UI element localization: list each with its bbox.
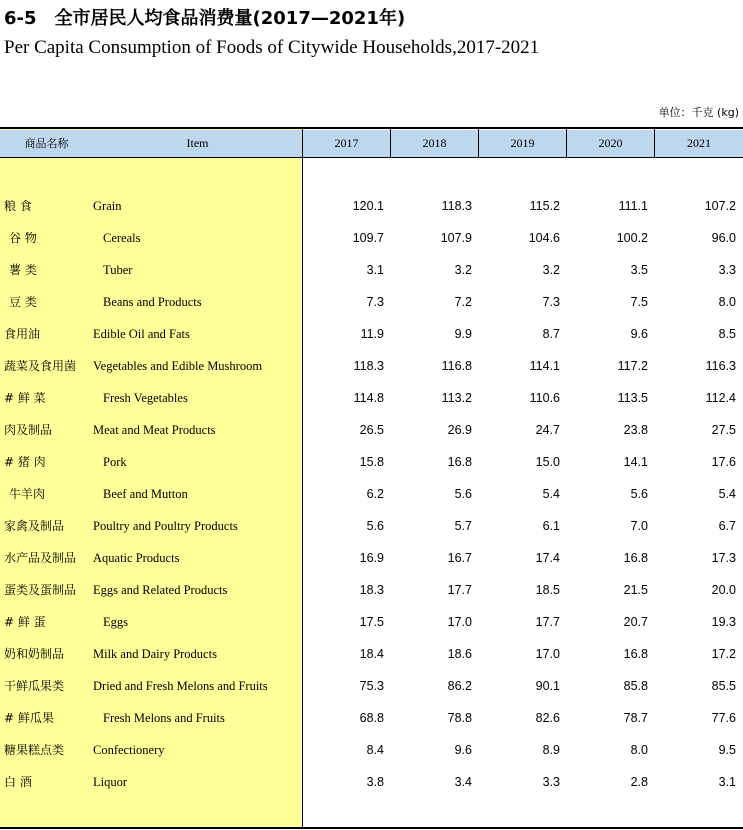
row-value: 7.0 bbox=[630, 519, 648, 533]
row-value: 116.8 bbox=[441, 359, 472, 373]
row-value: 8.0 bbox=[718, 295, 736, 309]
table-title-cn: 6-5 全市居民人均食品消费量(2017—2021年) bbox=[4, 8, 406, 29]
row-value: 17.6 bbox=[711, 455, 736, 469]
row-name-cn: 水产品及制品 bbox=[4, 551, 77, 565]
row-value: 26.9 bbox=[447, 423, 472, 437]
row-value: 27.5 bbox=[711, 423, 736, 437]
row-value: 3.5 bbox=[630, 263, 648, 277]
row-name-en: Meat and Meat Products bbox=[93, 423, 216, 437]
table-top-rule bbox=[0, 127, 743, 129]
row-value: 118.3 bbox=[441, 199, 472, 213]
row-value: 17.2 bbox=[711, 647, 736, 661]
row-value: 107.9 bbox=[440, 231, 472, 245]
row-name-en: Fresh Melons and Fruits bbox=[103, 711, 225, 725]
row-value: 20.7 bbox=[623, 615, 648, 629]
row-value: 16.7 bbox=[447, 551, 472, 565]
row-value: 3.1 bbox=[366, 263, 384, 277]
row-value: 21.5 bbox=[623, 583, 648, 597]
row-value: 8.4 bbox=[366, 743, 384, 757]
row-value: 116.3 bbox=[705, 359, 736, 373]
row-value: 7.5 bbox=[630, 295, 648, 309]
row-value: 9.6 bbox=[630, 327, 648, 341]
row-value: 17.7 bbox=[447, 583, 472, 597]
table-row bbox=[0, 222, 743, 254]
row-name-en: Tuber bbox=[103, 263, 133, 277]
row-value: 7.3 bbox=[366, 295, 384, 309]
row-name-en: Dried and Fresh Melons and Fruits bbox=[93, 679, 268, 693]
row-name-en: Beans and Products bbox=[103, 295, 202, 309]
row-value: 9.6 bbox=[454, 743, 472, 757]
row-value: 7.3 bbox=[542, 295, 560, 309]
table-row bbox=[0, 574, 743, 606]
row-value: 8.5 bbox=[718, 327, 736, 341]
row-value: 113.5 bbox=[617, 391, 648, 405]
row-value: 19.3 bbox=[711, 615, 736, 629]
row-value: 15.8 bbox=[359, 455, 384, 469]
row-value: 82.6 bbox=[535, 711, 560, 725]
row-value: 5.6 bbox=[630, 487, 648, 501]
row-name-cn: 蛋类及蛋制品 bbox=[4, 583, 77, 597]
table-row bbox=[0, 286, 743, 318]
row-value: 8.7 bbox=[542, 327, 560, 341]
row-value: 9.5 bbox=[718, 743, 736, 757]
row-value: 17.3 bbox=[711, 551, 736, 565]
row-value: 8.9 bbox=[542, 743, 560, 757]
row-value: 7.2 bbox=[454, 295, 472, 309]
row-value: 3.3 bbox=[542, 775, 560, 789]
row-name-en: Poultry and Poultry Products bbox=[93, 519, 238, 533]
row-value: 18.4 bbox=[359, 647, 384, 661]
row-value: 6.1 bbox=[542, 519, 560, 533]
row-value: 107.2 bbox=[704, 199, 736, 213]
row-value: 109.7 bbox=[352, 231, 384, 245]
table-row bbox=[0, 734, 743, 766]
row-value: 78.8 bbox=[447, 711, 472, 725]
row-name-cn: 粮 食 bbox=[4, 199, 32, 213]
row-value: 114.1 bbox=[529, 359, 560, 373]
row-value: 14.1 bbox=[623, 455, 648, 469]
row-name-en: Cereals bbox=[103, 231, 141, 245]
row-value: 5.6 bbox=[366, 519, 384, 533]
row-value: 5.4 bbox=[718, 487, 736, 501]
row-value: 18.6 bbox=[447, 647, 472, 661]
row-value: 18.5 bbox=[535, 583, 560, 597]
row-value: 17.5 bbox=[359, 615, 384, 629]
row-value: 11.9 bbox=[360, 327, 384, 341]
row-value: 3.4 bbox=[454, 775, 472, 789]
table-row bbox=[0, 510, 743, 542]
header-item: Item bbox=[186, 136, 209, 150]
row-value: 24.7 bbox=[535, 423, 560, 437]
row-value: 3.8 bbox=[366, 775, 384, 789]
row-value: 118.3 bbox=[353, 359, 384, 373]
row-value: 16.8 bbox=[447, 455, 472, 469]
table-row bbox=[0, 414, 743, 446]
row-value: 8.0 bbox=[630, 743, 648, 757]
column-divider bbox=[478, 129, 479, 157]
row-value: 120.1 bbox=[352, 199, 384, 213]
row-name-en: Liquor bbox=[93, 775, 128, 789]
row-name-en: Aquatic Products bbox=[93, 551, 180, 565]
row-value: 68.8 bbox=[359, 711, 384, 725]
row-name-cn: 肉及制品 bbox=[4, 423, 53, 437]
row-name-cn: 白 酒 bbox=[4, 775, 32, 789]
row-value: 17.7 bbox=[535, 615, 560, 629]
row-value: 20.0 bbox=[711, 583, 736, 597]
row-name-cn: 牛羊肉 bbox=[9, 487, 46, 501]
row-value: 3.1 bbox=[718, 775, 736, 789]
table-row bbox=[0, 446, 743, 478]
row-value: 85.8 bbox=[623, 679, 648, 693]
header-year: 2017 bbox=[334, 136, 359, 150]
table-row bbox=[0, 638, 743, 670]
row-name-en: Grain bbox=[93, 199, 122, 213]
row-value: 77.6 bbox=[711, 711, 736, 725]
row-value: 6.2 bbox=[366, 487, 384, 501]
row-value: 26.5 bbox=[359, 423, 384, 437]
row-value: 5.7 bbox=[454, 519, 472, 533]
table-row bbox=[0, 190, 743, 222]
row-value: 16.8 bbox=[623, 551, 648, 565]
row-value: 117.2 bbox=[617, 359, 648, 373]
table-row bbox=[0, 382, 743, 414]
row-name-cn: 蔬菜及食用菌 bbox=[4, 359, 77, 373]
row-value: 112.4 bbox=[705, 391, 736, 405]
row-name-en: Confectionery bbox=[93, 743, 165, 757]
row-value: 17.0 bbox=[535, 647, 560, 661]
row-name-cn: 豆 类 bbox=[9, 295, 37, 309]
table-row bbox=[0, 542, 743, 574]
row-value: 5.6 bbox=[454, 487, 472, 501]
row-value: 96.0 bbox=[711, 231, 736, 245]
table-row bbox=[0, 350, 743, 382]
row-value: 2.8 bbox=[630, 775, 648, 789]
row-name-en: Edible Oil and Fats bbox=[93, 327, 190, 341]
row-name-en: Fresh Vegetables bbox=[103, 391, 188, 405]
table-row bbox=[0, 702, 743, 734]
table-row bbox=[0, 478, 743, 510]
row-name-cn: # 鲜 蛋 bbox=[4, 615, 46, 629]
row-value: 90.1 bbox=[535, 679, 560, 693]
row-name-cn: 干鲜瓜果类 bbox=[4, 679, 65, 693]
column-divider bbox=[654, 129, 655, 157]
table-title-en: Per Capita Consumption of Foods of Citywide Households,2017-2021 bbox=[4, 37, 540, 58]
row-name-cn: 糖果糕点类 bbox=[4, 743, 65, 757]
row-name-cn: 薯 类 bbox=[9, 263, 37, 277]
row-value: 3.3 bbox=[718, 263, 736, 277]
header-year: 2021 bbox=[687, 136, 711, 150]
row-value: 104.6 bbox=[528, 231, 560, 245]
row-name-en: Vegetables and Edible Mushroom bbox=[93, 359, 263, 373]
column-divider bbox=[566, 129, 567, 157]
row-name-cn: # 鲜 菜 bbox=[4, 391, 46, 405]
row-value: 16.8 bbox=[623, 647, 648, 661]
row-value: 6.7 bbox=[718, 519, 736, 533]
table-row bbox=[0, 606, 743, 638]
row-value: 17.0 bbox=[447, 615, 472, 629]
table-bottom-rule bbox=[0, 827, 743, 829]
row-value: 16.9 bbox=[359, 551, 384, 565]
row-name-en: Pork bbox=[103, 455, 127, 469]
row-value: 9.9 bbox=[454, 327, 472, 341]
row-value: 5.4 bbox=[542, 487, 560, 501]
row-value: 18.3 bbox=[359, 583, 384, 597]
row-name-cn: 家禽及制品 bbox=[4, 519, 65, 533]
row-value: 114.8 bbox=[353, 391, 384, 405]
header-name-cn: 商品名称 bbox=[24, 137, 69, 150]
table-row bbox=[0, 766, 743, 798]
row-name-cn: # 猪 肉 bbox=[4, 455, 46, 469]
row-value: 113.2 bbox=[441, 391, 472, 405]
row-value: 100.2 bbox=[616, 231, 648, 245]
row-value: 86.2 bbox=[447, 679, 472, 693]
header-year: 2019 bbox=[510, 136, 535, 150]
row-value: 23.8 bbox=[623, 423, 648, 437]
table-row bbox=[0, 254, 743, 286]
row-value: 75.3 bbox=[359, 679, 384, 693]
row-name-en: Eggs bbox=[103, 615, 128, 629]
header-bottom-rule bbox=[0, 157, 743, 158]
unit-label: 单位：千克 (kg) bbox=[658, 106, 739, 119]
table-row bbox=[0, 670, 743, 702]
row-value: 3.2 bbox=[454, 263, 472, 277]
row-value: 17.4 bbox=[535, 551, 560, 565]
header-year: 2018 bbox=[422, 136, 447, 150]
row-name-en: Eggs and Related Products bbox=[93, 583, 228, 597]
row-value: 111.1 bbox=[618, 199, 648, 213]
row-value: 3.2 bbox=[542, 263, 560, 277]
row-value: 15.0 bbox=[535, 455, 560, 469]
table-row bbox=[0, 318, 743, 350]
column-divider bbox=[390, 129, 391, 157]
row-name-cn: 奶和奶制品 bbox=[4, 647, 65, 661]
header-year: 2020 bbox=[598, 136, 623, 150]
row-value: 78.7 bbox=[623, 711, 648, 725]
row-value: 115.2 bbox=[529, 199, 560, 213]
row-value: 85.5 bbox=[711, 679, 736, 693]
row-name-cn: # 鲜瓜果 bbox=[4, 711, 54, 725]
row-name-cn: 食用油 bbox=[4, 327, 41, 341]
row-name-en: Milk and Dairy Products bbox=[93, 647, 217, 661]
row-value: 110.6 bbox=[529, 391, 560, 405]
row-name-en: Beef and Mutton bbox=[103, 487, 188, 501]
row-name-cn: 谷 物 bbox=[9, 231, 37, 245]
